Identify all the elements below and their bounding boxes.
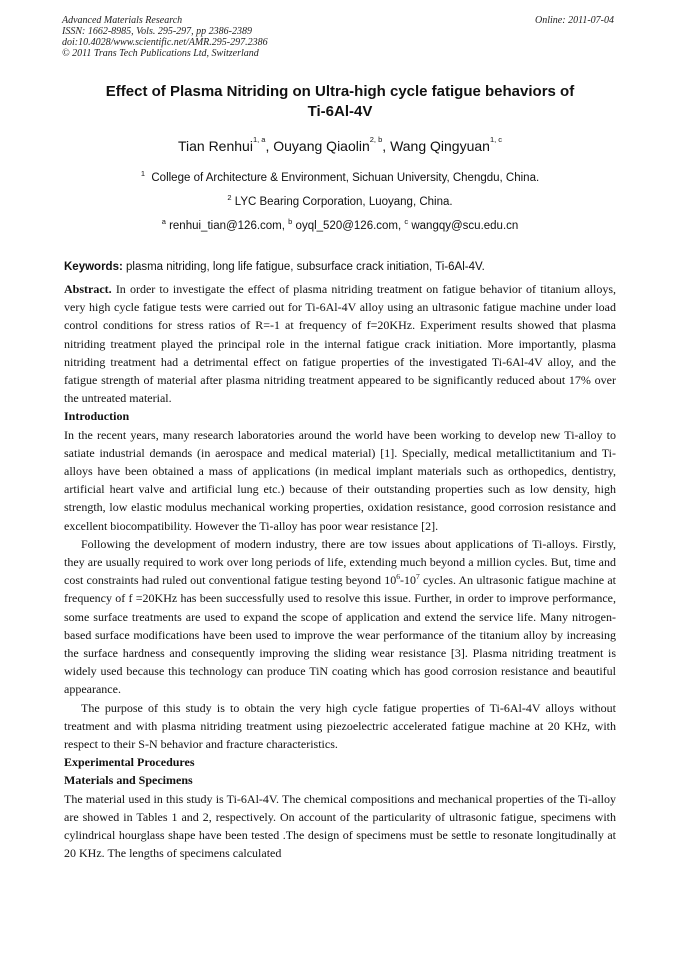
intro-paragraph-3: The purpose of this study is to obtain the very high cycle fatigue properties of Ti-6Al-4V alloys without treatment and with plasma nitriding treatment using piezoelectric accelerated fatigue machine at 20 KHz, with respect to their S-N behavior and fracture characteristics. [64, 700, 616, 752]
abstract-label: Abstract. [64, 282, 112, 296]
exponent: 7 [416, 572, 420, 582]
intro-paragraph-2 [64, 535, 616, 699]
abstract-text: In order to investigate the effect of plasma nitriding treatment on fatigue behavior of titanium alloys, very high cycle fatigue tests were carried out for Ti-6Al-4V alloy using an ultrasonic fatigue machine under load control conditions for stress ratios of R=-1 at frequency of f=20KHz. Experiment results showed that plasma nitriding treatment played the principal role in the internal fatigue crack initiation. More importantly, plasma nitriding treatment had a detrimental effect on fatigue properties of the investigated Ti-6Al-4V alloy, and the fatigue strength of material after plasma nitriding treatment appeared to be significantly reduced about 17% over the untreated material. [64, 282, 617, 406]
author-name: Tian Renhui [177, 138, 253, 154]
affiliation-text: LYC Bearing Corporation, Luoyang, China. [234, 196, 453, 208]
text-span: -10 [400, 573, 416, 588]
email-list [40, 217, 640, 232]
email: oyql_520@126.com, [295, 220, 402, 232]
journal-name: Advanced Materials Research [62, 15, 183, 26]
author-sup: 2, b [369, 135, 383, 144]
text-span: cycles. An ultrasonic fatigue machine at frequency of f =20KHz has been successfully used to resolve this issue. Further, in order to improve performance, some surface treatments are used to expand the scope of application and extend the service life. Many nitrogen-based surface modifications have been used to improve the wear performance of the titanium alloy by increasing the surface hardness and consequently improving the sliding wear resistance [3]. Plasma nitriding treatment is widely used because this technology can produce TiN coating which has good corrosion resistance and beautiful appearance. [64, 573, 616, 697]
email-sup: a [161, 217, 166, 226]
abstract [64, 280, 616, 407]
doi-line: doi:10.4028/www.scientific.net/AMR.295-297.2386 [62, 37, 268, 48]
affiliation-sup: 1 [140, 169, 145, 178]
author-list: Tian Renhui$^{1, a}$, Ouyang Qiaolin$^{2, b}$, Wang Qingyuan$^{1, c}$ [177, 135, 503, 154]
author-name: Wang Qingyuan [390, 138, 490, 154]
email-sup: c [404, 217, 409, 226]
affiliation-1 [40, 169, 640, 184]
paper-title [60, 82, 620, 122]
materials-heading: Materials and Specimens [64, 773, 193, 788]
title-line-2: Ti-6Al-4V [307, 103, 373, 120]
intro-heading: Introduction [64, 409, 130, 424]
affiliation-text: College of Architecture & Environment, Sichuan University, Chengdu, China. [151, 172, 540, 184]
author-name: Ouyang Qiaolin [273, 138, 370, 154]
affiliation-2 [40, 193, 640, 208]
keywords [64, 261, 616, 273]
author-sup: 1, c [489, 135, 503, 144]
email: wangqy@scu.edu.cn [411, 220, 519, 232]
affiliation-sup: 2 [227, 193, 232, 202]
exponent: 6 [396, 572, 400, 582]
materials-paragraph: The material used in this study is Ti-6Al-4V. The chemical compositions and mechanical properties of the Ti-alloy are showed in Tables 1 and 2, respectively. On account of the particularity of ultrasonic fatigue, specimens with cylindrical hourglass shape have been tested .The design of specimens must be settle to resonate longitudinally at 20 KHz. The lengths of specimens calculated [64, 791, 616, 861]
issn-line: ISSN: 1662-8985, Vols. 295-297, pp 2386-2389 [62, 26, 252, 37]
keywords-label: Keywords: [64, 261, 123, 273]
email: renhui_tian@126.com, [169, 220, 285, 232]
keywords-text: plasma nitriding, long life fatigue, subsurface crack initiation, Ti-6Al-4V. [126, 261, 485, 273]
main-text [64, 280, 616, 863]
online-date: Online: 2011-07-04 [535, 15, 614, 26]
copyright-line: © 2011 Trans Tech Publications Ltd, Switzerland [62, 48, 259, 59]
journal-header [62, 15, 268, 59]
experimental-heading: Experimental Procedures [64, 755, 195, 770]
intro-paragraph-1: In the recent years, many research laboratories around the world have been working to develop new Ti-alloy to satiate industrial demands (in aerospace and medical material) [1]. Specially, medical metallictitanium and Ti-alloys have been obtained a mass of applications (in medical implant materials such as orthopedics, dentistry, artificial heart valve and artificial lung etc.) because of their outstanding properties such as low density, high strength, low elastic modulus mechanical working properties, oxidation resistance, good corrosion resistance and excellent biocompatibility. However the Ti-alloy has poor wear resistance [2]. [64, 427, 616, 533]
email-sup: b [288, 217, 293, 226]
author-sup: 1, a [252, 135, 266, 144]
text-span: Following the development of modern industry, there are tow issues about applications of Ti-alloys. Firstly, they are usually required to work over long periods of life, extending much beyond a million cycles. But, time and cost constraints had ruled out conventional fatigue testing beyond 10 [64, 536, 616, 588]
title-line-1: Effect of Plasma Nitriding on Ultra-high cycle fatigue behaviors of [105, 83, 575, 100]
